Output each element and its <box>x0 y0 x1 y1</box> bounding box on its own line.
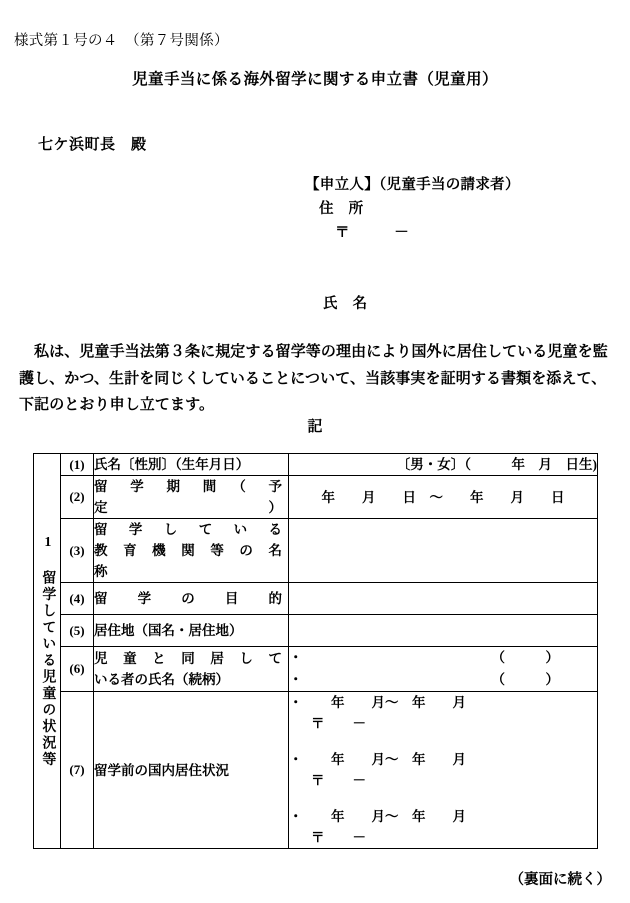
postal-dash[interactable]: － <box>352 716 366 731</box>
date-range[interactable]: 年 月～ 年 月 <box>331 695 466 710</box>
row-label-6: 児 童 と 同 居 し て いる者の氏名（続柄） <box>94 647 289 692</box>
row-number-5: (5) <box>61 615 94 647</box>
child-status-table <box>33 453 598 849</box>
row-value-1[interactable]: 〔男・女〕（ 年 月 日生) <box>289 454 598 476</box>
section-label-vertical: 1 留学している児童の状況等 <box>40 534 56 768</box>
table-row <box>34 454 598 476</box>
row-label-2: 留 学 期 間 （ 予 定 ） <box>94 476 289 519</box>
relation-field[interactable]: （ ） <box>491 672 559 687</box>
row-value-7[interactable] <box>289 692 598 849</box>
continued-note: （裏面に続く） <box>509 872 611 888</box>
bullet-mark: ・ <box>289 809 303 824</box>
bullet-mark: ・ <box>289 752 303 767</box>
residence-postal-line[interactable] <box>289 713 597 734</box>
residence-dates-line[interactable] <box>289 749 597 770</box>
applicant-address-label: 住 所 <box>319 201 364 217</box>
addressee-line: 七ケ浜町長 殿 <box>38 137 147 153</box>
applicant-postal-label: 〒 － <box>335 225 409 241</box>
row-label-3: 留 学 し て い る 教 育 機 関 等 の 名 称 <box>94 519 289 583</box>
residence-postal-line[interactable] <box>289 770 597 791</box>
applicant-block <box>305 173 520 316</box>
section-label-cell <box>34 454 61 849</box>
residence-dates-line[interactable] <box>289 692 597 713</box>
postal-dash[interactable]: － <box>352 830 366 845</box>
bullet-mark: ・ <box>289 695 303 710</box>
postal-mark-icon: 〒 <box>311 773 325 788</box>
residence-period-entry[interactable] <box>289 692 597 734</box>
postal-mark-icon: 〒 <box>311 716 325 731</box>
statement-paragraph: 私は、児童手当法第３条に規定する留学等の理由により国外に居住している児童を監護し、かつ、生計を同じくしていることについて、当該事実を証明する書類を添えて、下記のとおり申し立てます。 <box>19 344 608 413</box>
row-number-2: (2) <box>61 476 94 519</box>
applicant-name-label: 氏 名 <box>323 296 368 312</box>
row-number-3: (3) <box>61 519 94 583</box>
residence-period-entry[interactable] <box>289 806 597 848</box>
table-row <box>34 615 598 647</box>
row-value-2[interactable]: 年 月 日 ～ 年 月 日 <box>289 476 598 519</box>
cohabitant-entry[interactable] <box>289 647 597 669</box>
relation-field[interactable]: （ ） <box>491 650 559 665</box>
residence-postal-line[interactable] <box>289 827 597 848</box>
date-range[interactable]: 年 月～ 年 月 <box>331 809 466 824</box>
row-label-5: 居住地（国名・居住地） <box>94 615 289 647</box>
table-row <box>34 583 598 615</box>
page-title: 児童手当に係る海外留学に関する申立書（児童用） <box>132 71 498 88</box>
date-range[interactable]: 年 月～ 年 月 <box>331 752 466 767</box>
row-number-4: (4) <box>61 583 94 615</box>
bullet-mark: ・ <box>289 672 303 687</box>
residence-dates-line[interactable] <box>289 806 597 827</box>
row-value-4[interactable] <box>289 583 598 615</box>
row-value-6[interactable] <box>289 647 598 692</box>
table-body <box>34 454 598 849</box>
form-number: 様式第１号の４ （第７号関係） <box>14 33 229 49</box>
row-value-5[interactable] <box>289 615 598 647</box>
postal-dash[interactable]: － <box>352 773 366 788</box>
ki-marker: 記 <box>307 419 323 435</box>
bullet-mark: ・ <box>289 650 303 665</box>
table-row <box>34 647 598 692</box>
applicant-heading: 【申立人】（児童手当の請求者） <box>305 177 520 193</box>
table-row <box>34 476 598 519</box>
row-label-4: 留 学 の 目 的 <box>94 583 289 615</box>
row-number-1: (1) <box>61 454 94 476</box>
row-number-6: (6) <box>61 647 94 692</box>
row-value-3[interactable] <box>289 519 598 583</box>
row-label-7: 留学前の国内居住状況 <box>94 692 289 849</box>
residence-period-entry[interactable] <box>289 749 597 791</box>
table-row <box>34 692 598 849</box>
cohabitant-entry[interactable] <box>289 669 597 691</box>
row-label-1: 氏名〔性別〕（生年月日） <box>94 454 289 476</box>
postal-mark-icon: 〒 <box>311 830 325 845</box>
row-number-7: (7) <box>61 692 94 849</box>
table-row <box>34 519 598 583</box>
